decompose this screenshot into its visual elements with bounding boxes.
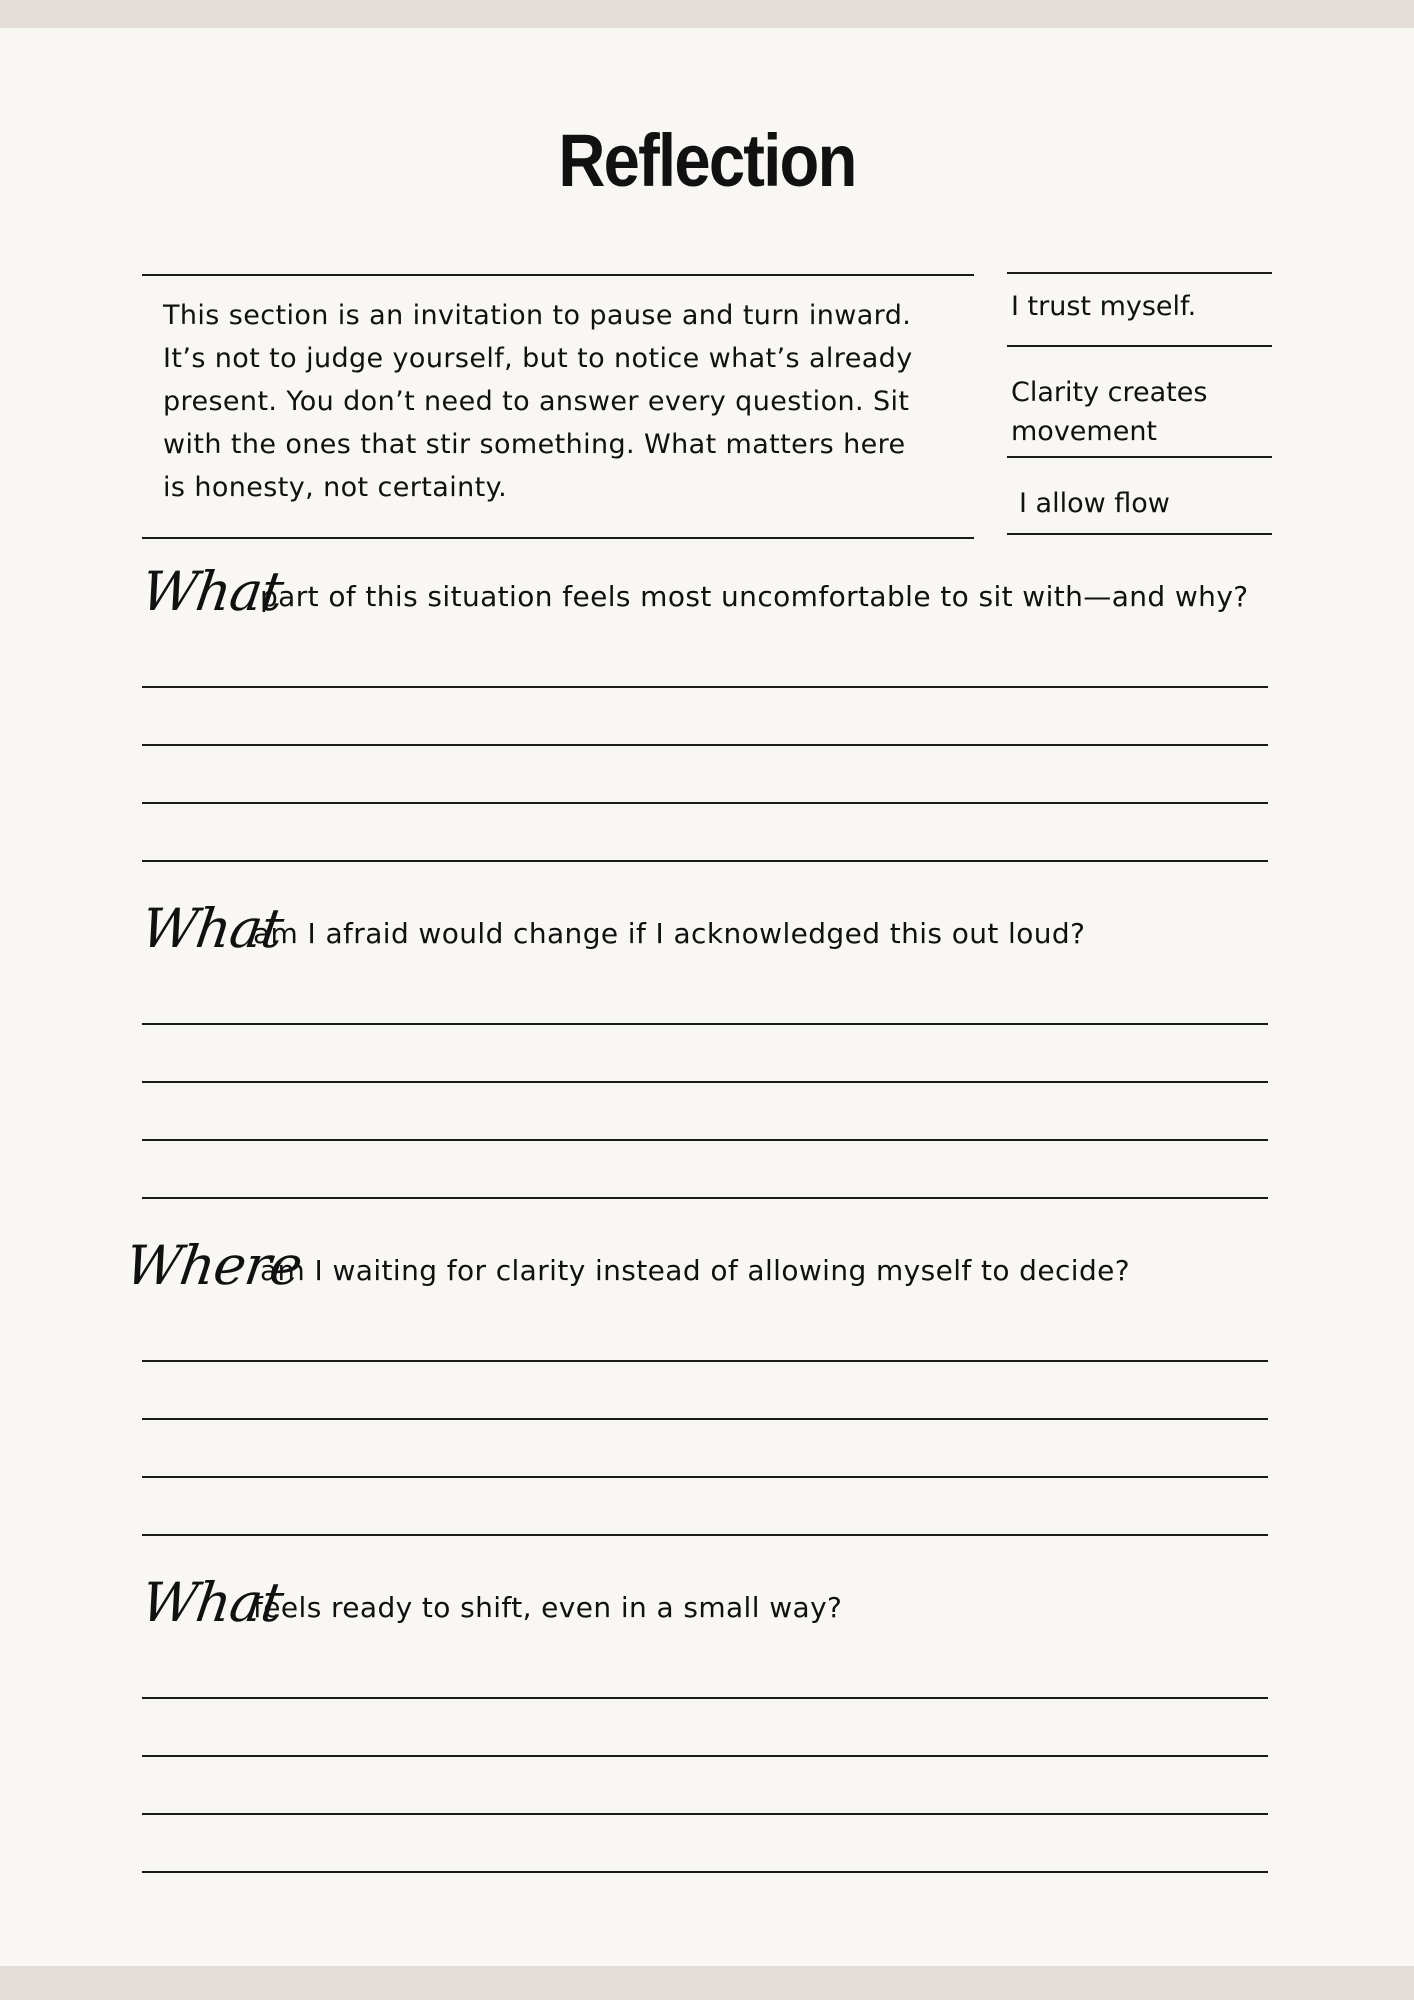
question-script-word: Where xyxy=(121,1234,306,1297)
question-block-4 xyxy=(0,1571,1414,1651)
intro-paragraph xyxy=(163,294,963,509)
page-title: Reflection xyxy=(558,119,856,202)
affirmation-rule xyxy=(1007,272,1272,274)
bottom-border-band xyxy=(0,1966,1414,2000)
answer-line[interactable] xyxy=(142,1697,1268,1699)
question-script-word: What xyxy=(137,560,287,623)
answer-line[interactable] xyxy=(142,744,1268,746)
answer-line[interactable] xyxy=(142,686,1268,688)
affirmation-rule xyxy=(1007,345,1272,347)
affirmation-clarity-cont: movement xyxy=(1011,416,1158,447)
answer-line[interactable] xyxy=(142,1360,1268,1362)
question-text: am I waiting for clarity instead of allowing myself to decide? xyxy=(260,1254,1131,1287)
answer-line[interactable] xyxy=(142,1418,1268,1420)
question-block-1 xyxy=(0,560,1414,640)
answer-line[interactable] xyxy=(142,1197,1268,1199)
answer-line[interactable] xyxy=(142,860,1268,862)
question-text: am I afraid would change if I acknowledged this out loud? xyxy=(253,917,1086,950)
answer-line[interactable] xyxy=(142,1023,1268,1025)
question-block-2 xyxy=(0,897,1414,977)
answer-line[interactable] xyxy=(142,1081,1268,1083)
answer-line[interactable] xyxy=(142,1755,1268,1757)
intro-line: It’s not to judge yourself, but to notice what’s already xyxy=(163,343,913,374)
intro-line: with the ones that stir something. What matters here xyxy=(163,429,906,460)
affirmation-flow: I allow flow xyxy=(1019,488,1170,519)
intro-top-rule xyxy=(142,274,974,276)
answer-line[interactable] xyxy=(142,1139,1268,1141)
affirmation-trust: I trust myself. xyxy=(1011,291,1197,322)
affirmation-clarity: Clarity creates xyxy=(1011,377,1208,408)
answer-line[interactable] xyxy=(142,1534,1268,1536)
intro-line: present. You don’t need to answer every question. Sit xyxy=(163,386,910,417)
intro-bottom-rule xyxy=(142,537,974,539)
intro-line: This section is an invitation to pause and turn inward. xyxy=(163,300,912,331)
affirmation-rule xyxy=(1007,456,1272,458)
top-border-band xyxy=(0,0,1414,28)
question-text: feels ready to shift, even in a small way? xyxy=(253,1591,843,1624)
answer-line[interactable] xyxy=(142,1813,1268,1815)
question-text: part of this situation feels most uncomfortable to sit with—and why? xyxy=(260,580,1249,613)
question-block-3 xyxy=(0,1234,1414,1314)
question-script-word: What xyxy=(137,1571,287,1634)
intro-line: is honesty, not certainty. xyxy=(163,472,508,503)
answer-line[interactable] xyxy=(142,802,1268,804)
answer-line[interactable] xyxy=(142,1476,1268,1478)
question-script-word: What xyxy=(137,897,287,960)
answer-line[interactable] xyxy=(142,1871,1268,1873)
affirmation-rule xyxy=(1007,533,1272,535)
